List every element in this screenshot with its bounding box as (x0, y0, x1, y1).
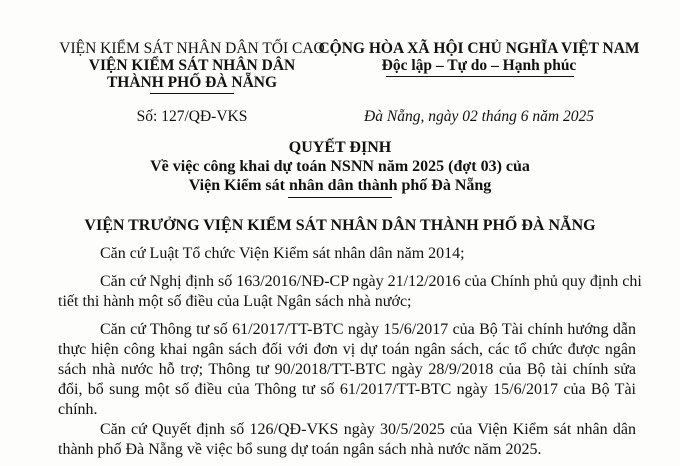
decision-authority: VIỆN TRƯỞNG VIỆN KIỂM SÁT NHÂN DÂN THÀNH PHỐ ĐÀ NẴNG (84, 217, 596, 234)
body-p3-line4: đổi, bổ sung một số điều của Thông tư số 61/2017/TT-BTC ngày 15/6/2017 của Bộ Tài (58, 381, 636, 398)
body-p3-line5: chính. (58, 401, 98, 418)
body-p4-line2: thành phố Đà Nẵng về việc bổ sung dự toán ngân sách nhà nước năm 2025. (58, 441, 542, 458)
national-motto: Độc lập – Tự do – Hạnh phúc (381, 57, 577, 74)
place-date: Đà Nẵng, ngày 02 tháng 6 năm 2025 (364, 108, 594, 125)
body-p3-line2: thực hiện công khai ngân sách đối với đơn vị dự toán ngân sách, các tổ chức được ngân (58, 341, 636, 358)
decision-subject-line2: Viện Kiểm sát nhân dân thành phố Đà Nẵng (188, 177, 492, 194)
body-p3-line1: Căn cứ Thông tư số 61/2017/TT-BTC ngày 15/6/2017 của Bộ Tài chính hướng dẫn (100, 321, 636, 338)
motto-underline (386, 76, 574, 77)
national-title: CỘNG HÒA XÃ HỘI CHỦ NGHĨA VIỆT NAM (318, 40, 640, 57)
agency-parent: VIỆN KIỂM SÁT NHÂN DÂN TỐI CAO (59, 40, 325, 57)
body-p2-line1: Căn cứ Nghị định số 163/2016/NĐ-CP ngày 21/12/2016 của Chính phủ quy định chi (100, 273, 642, 290)
decision-title: QUYẾT ĐỊNH (288, 139, 392, 156)
agency-name-line1: VIỆN KIỂM SÁT NHÂN DÂN (88, 57, 296, 74)
body-p3-line3: sách nhà nước hỗ trợ; Thông tư 90/2018/TT-BTC ngày 28/9/2018 của Bộ tài chính sửa (58, 361, 636, 378)
agency-underline (150, 93, 234, 94)
subject-underline (288, 197, 392, 198)
body-p4-line1: Căn cứ Quyết định số 126/QĐ-VKS ngày 30/5/2025 của Viện Kiểm sát nhân dân (100, 421, 636, 438)
body-p2-line2: tiết thi hành một số điều của Luật Ngân sách nhà nước; (58, 293, 412, 310)
agency-name-line2: THÀNH PHỐ ĐÀ NẴNG (106, 74, 278, 91)
decision-subject-line1: Về việc công khai dự toán NSNN năm 2025 (đợt 03) của (150, 158, 530, 175)
body-p1-line1: Căn cứ Luật Tổ chức Viện Kiểm sát nhân dân năm 2014; (100, 245, 465, 262)
document-number: Số: 127/QĐ-VKS (136, 108, 248, 125)
